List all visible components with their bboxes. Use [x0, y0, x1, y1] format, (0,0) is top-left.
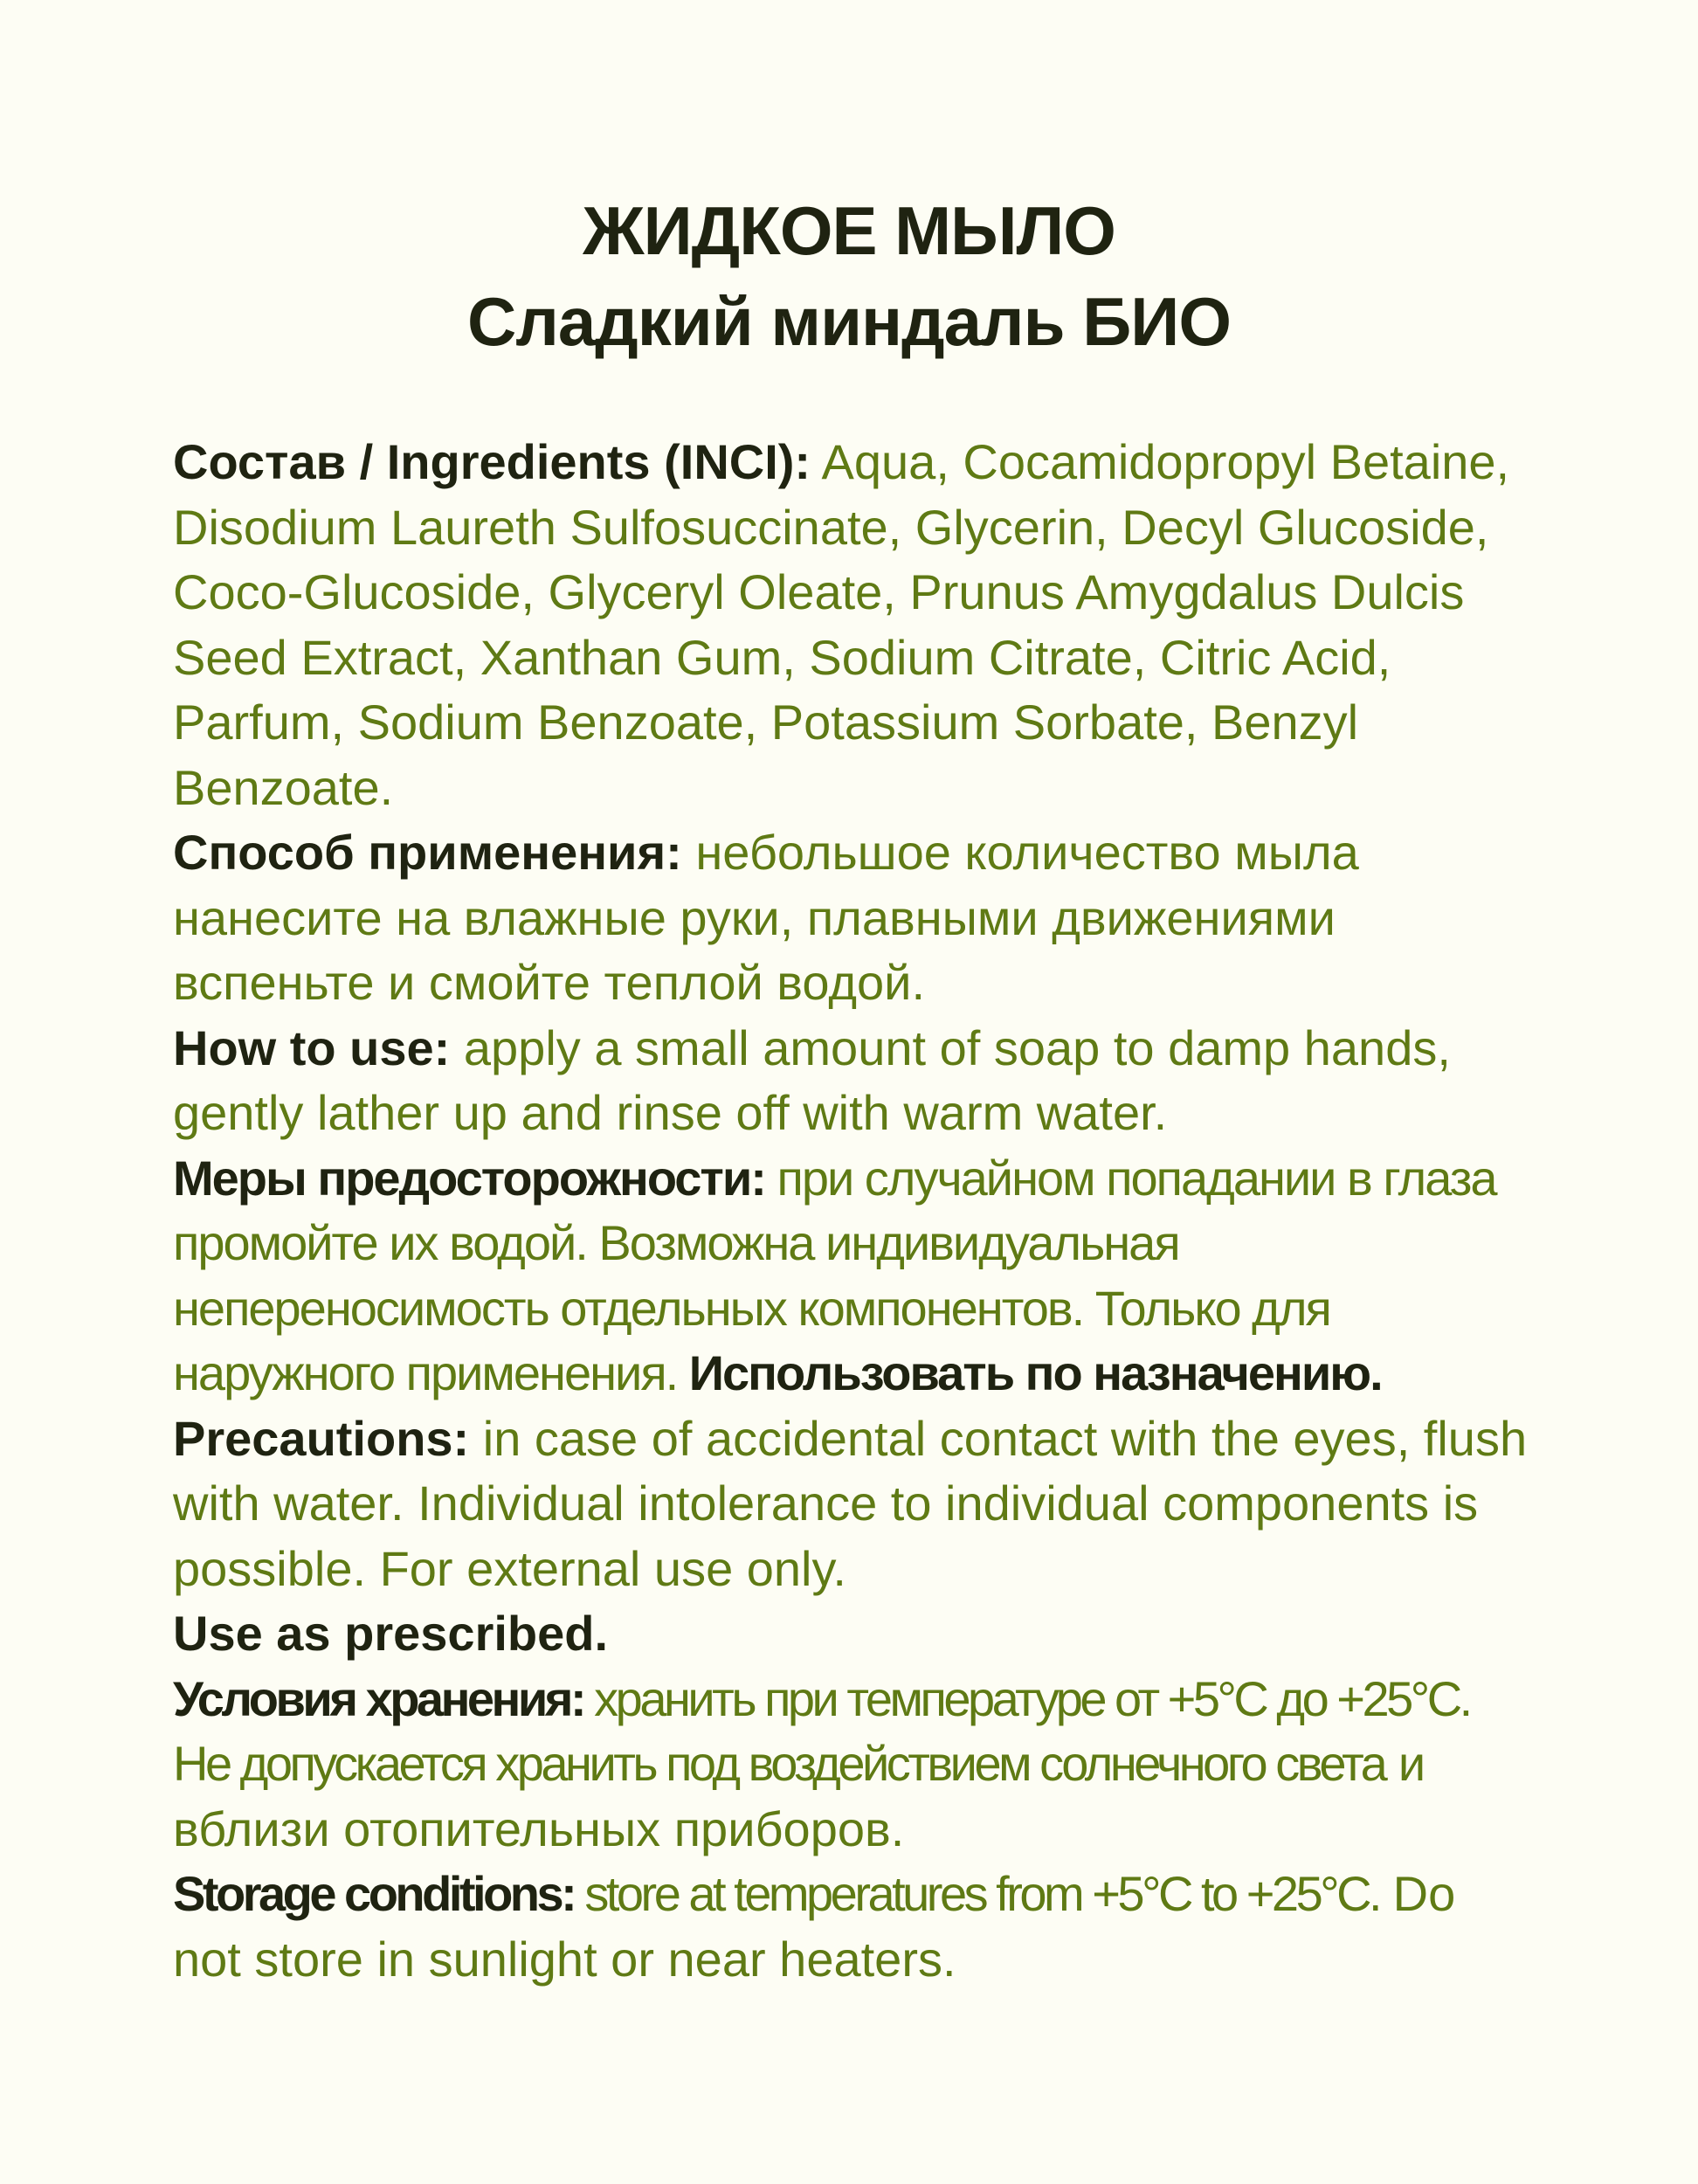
storage-en-label: Storage conditions: — [173, 1866, 575, 1921]
precautions-en-label: Precautions: — [173, 1410, 470, 1466]
ingredients-section — [173, 430, 1536, 820]
storage-en-text-condensed: store at temperatures from +5°C to +25°C. — [574, 1866, 1380, 1921]
usage-en-label: How to use: — [173, 1019, 451, 1075]
storage-ru-text-condensed: хранить при температуре от +5°С до +25°С. Не допускается хранить под воздействием солнечного света — [173, 1670, 1470, 1791]
usage-ru-label: Способ применения: — [173, 825, 682, 880]
label-text-body — [173, 430, 1536, 1992]
usage-en-text: apply a small amount of soap to damp hands, gently lather up and rinse off with warm water. — [173, 1019, 1451, 1140]
precautions-en-section — [173, 1406, 1536, 1602]
product-title-line-1: ЖИДКОЕ МЫЛО — [583, 192, 1115, 269]
precautions-en-note-line — [173, 1601, 1536, 1667]
precautions-en-text: in case of accidental contact with the eyes, flush with water. Individual intolerance to individual components is possible. For external use only. — [173, 1410, 1528, 1596]
storage-en-section — [173, 1862, 1536, 1992]
precautions-ru-label: Меры предосторожности: — [173, 1150, 765, 1206]
usage-en-section — [173, 1016, 1536, 1146]
product-title — [0, 185, 1698, 367]
precautions-ru-text: при случайном попадании в глаза промойте их водой. Возможна индивидуальная непереносимость отдельных компонентов. Только для наружного применения. — [173, 1150, 1496, 1400]
usage-ru-text: небольшое количество мыла нанесите на влажные руки, плавными движениями вспеньте и смойте теплой водой. — [173, 825, 1359, 1010]
precautions-en-note: Use as prescribed. — [173, 1606, 609, 1661]
product-title-line-2: Сладкий миндаль БИО — [466, 283, 1231, 360]
storage-ru-section — [173, 1667, 1536, 1863]
storage-ru-label: Условия хранения: — [173, 1670, 584, 1726]
ingredients-text: Aqua, Cocamidopropyl Betaine, Disodium Laureth Sulfosuccinate, Glycerin, Decyl Glucoside, Coco-Glucoside, Glyceryl Oleate, Prunus Amygdalus Dulcis Seed Extract, Xanthan Gum, Sodium Citrate, Citric Acid, Parfum, Sodium Benzoate, Potassium Sorbate, Benzyl Benzoate. — [173, 434, 1510, 815]
storage-ru-text: и вблизи отопительных приборов. — [173, 1736, 1426, 1856]
ingredients-label: Состав / Ingredients (INCI): — [173, 434, 811, 489]
precautions-ru-note: Использовать по назначению. — [677, 1345, 1382, 1400]
precautions-ru-section — [173, 1146, 1536, 1406]
storage-en-text: Do not store in sunlight or near heaters. — [173, 1866, 1456, 1987]
usage-ru-section — [173, 820, 1536, 1016]
